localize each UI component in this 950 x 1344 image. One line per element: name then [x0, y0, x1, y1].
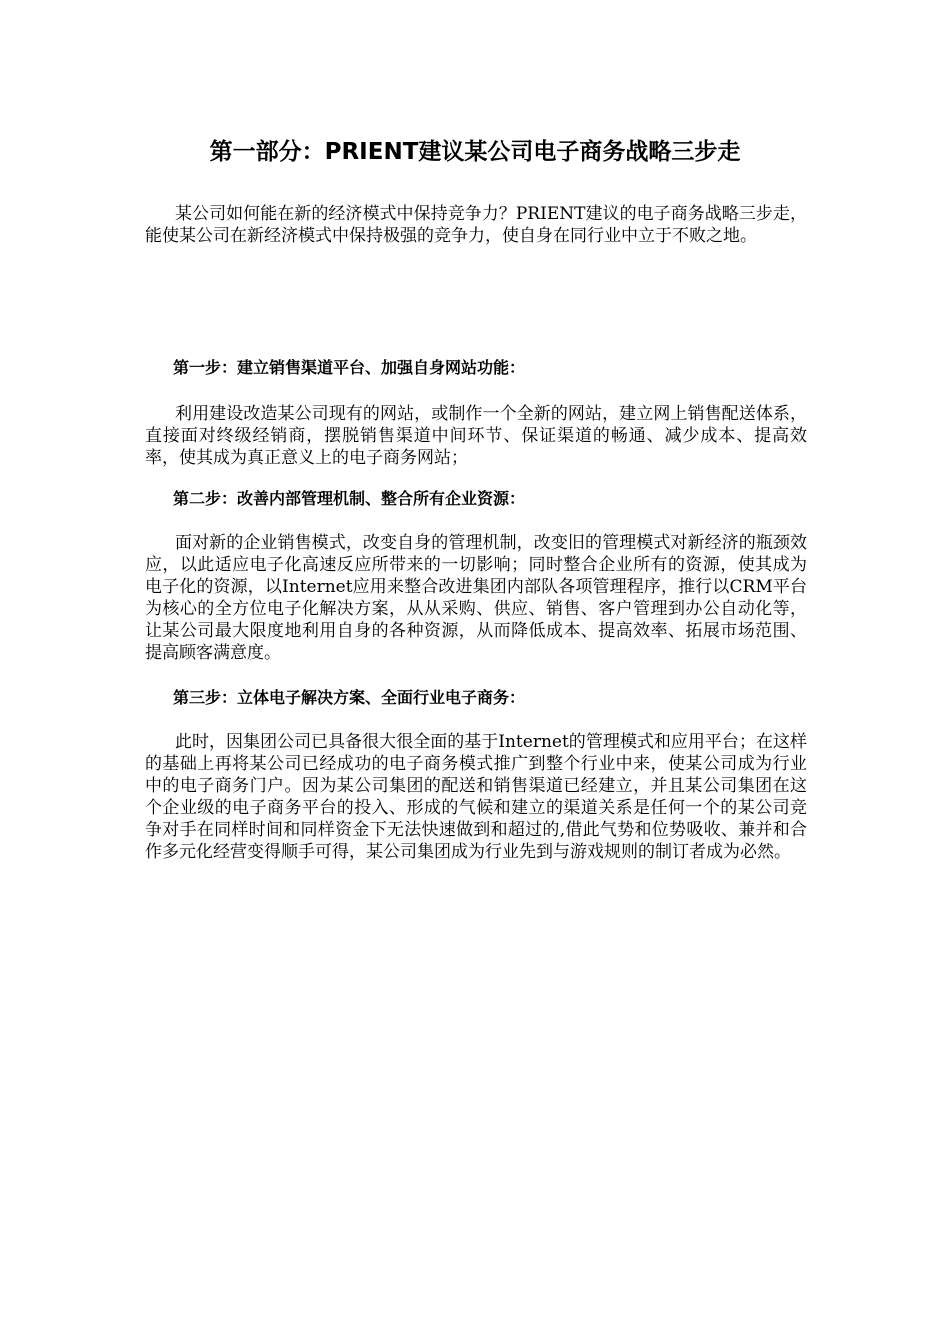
step-two-paragraph: 面对新的企业销售模式，改变自身的管理机制，改变旧的管理模式对新经济的瓶颈效应，以此适应电子化高速反应所带来的一切影响；同时整合企业所有的资源，使其成为电子化的资源，以Internet应用来整合改进集团内部队各项管理程序，推行以CRM平台为核心的全方位电子化解决方案，从从采购、供应、销售、客户管理到办公自动化等，让某公司最大限度地利用自身的各种资源，从而降低成本、提高效率、拓展市场范围、提高顾客满意度。 [145, 533, 807, 663]
step-three-paragraph: 此时，因集团公司已具备很大很全面的基于Internet的管理模式和应用平台；在这样的基础上再将某公司已经成功的电子商务模式推广到整个行业中来，使某公司成为行业中的电子商务门户。因为某公司集团的配送和销售渠道已经建立，并且某公司集团在这个企业级的电子商务平台的投入、形成的气候和建立的渠道关系是任何一个的某公司竞争对手在同样时间和同样资金下无法快速做到和超过的,借此气势和位势吸收、兼并和合作多元化经营变得顺手可得，某公司集团成为行业先到与游戏规则的制订者成为必然。 [145, 732, 807, 862]
step-two-heading: 第二步：改善内部管理机制、整合所有企业资源： [173, 489, 526, 508]
step-three-heading: 第三步：立体电子解决方案、全面行业电子商务： [173, 688, 526, 707]
step-one-paragraph: 利用建设改造某公司现有的网站，或制作一个全新的网站，建立网上销售配送体系，直接面对终级经销商，摆脱销售渠道中间环节、保证渠道的畅通、减少成本、提高效率，使其成为真正意义上的电子商务网站； [145, 404, 807, 468]
page-title: 第一部分：PRIENT建议某公司电子商务战略三步走 [209, 139, 741, 165]
intro-paragraph: 某公司如何能在新的经济模式中保持竞争力？PRIENT建议的电子商务战略三步走，能使某公司在新经济模式中保持极强的竞争力，使自身在同行业中立于不败之地。 [145, 204, 807, 246]
step-one-heading: 第一步：建立销售渠道平台、加强自身网站功能： [173, 358, 526, 377]
